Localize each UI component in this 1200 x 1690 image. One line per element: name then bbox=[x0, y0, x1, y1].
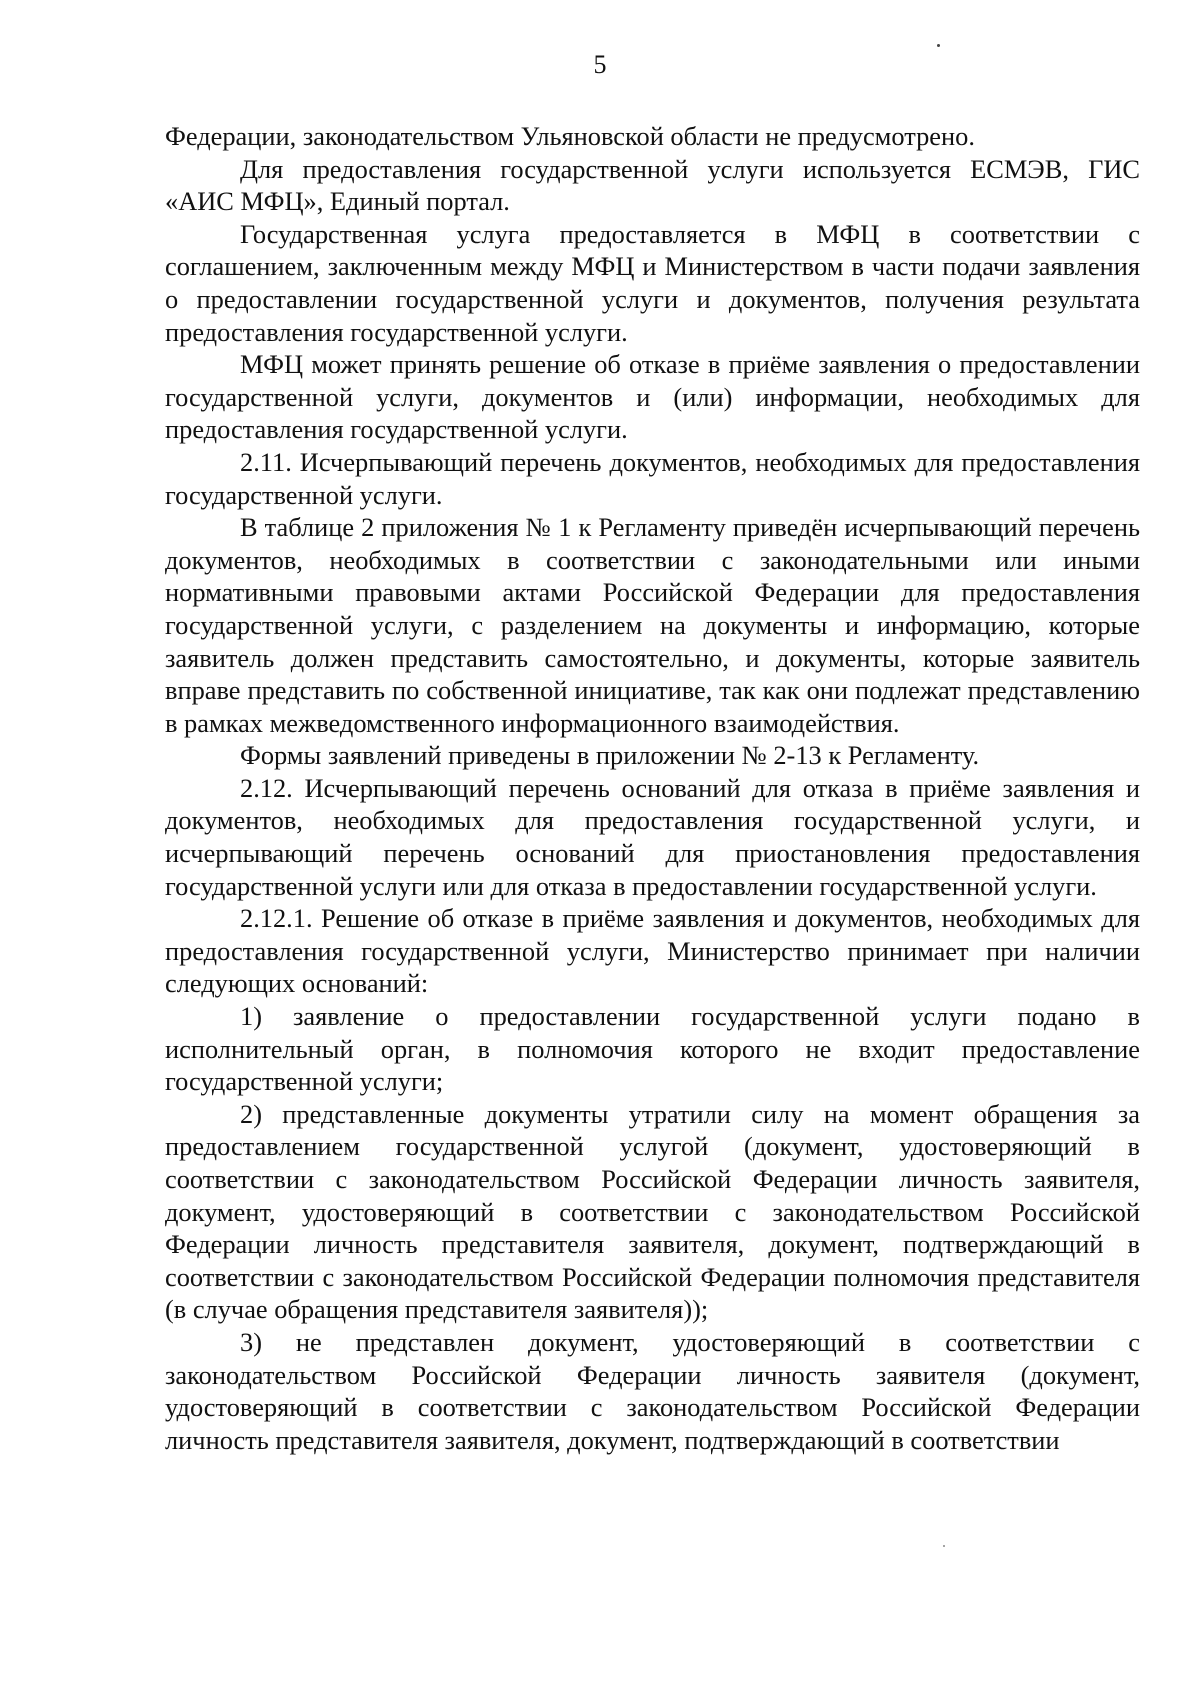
list-item-1: 1) заявление о предоставлении государственной услуги подано в исполнительный орган, в полномочия которого не входит предоставление государственной услуги; bbox=[165, 1001, 1140, 1097]
list-item-2: 2) представленные документы утратили силу на момент обращения за предоставлением государственной услугой (документ, удостоверяющий в соответствии с законодательством Российской Федерации личность заявителя, документ, удостоверяющий в соответствии с законодательством Российской Федерации личность представителя заявителя, документ, подтверждающий в соответствии с законодательством Российской Федерации полномочия представителя (в случае обращения представителя заявителя)); bbox=[165, 1098, 1140, 1325]
section-heading-2-11: 2.11. Исчерпывающий перечень документов, необходимых для предоставления государственной услуги. bbox=[165, 446, 1140, 510]
paragraph-systems-used: Для предоставления государственной услуги используется ЕСМЭВ, ГИС «АИС МФЦ», Единый портал. bbox=[165, 153, 1140, 217]
scan-speck bbox=[943, 1545, 945, 1547]
paragraph-documents-list: В таблице 2 приложения № 1 к Регламенту приведён исчерпывающий перечень документов, необходимых в соответствии с законодательными или иными нормативными правовыми актами Российской Федерации для предоставления государственной услуги, с разделением на документы и информацию, которые заявитель должен представить самостоятельно, и документы, которые заявитель вправе представить по собственной инициативе, так как они подлежат представлению в рамках межведомственного информационного взаимодействия. bbox=[165, 512, 1140, 738]
scan-speck bbox=[937, 44, 940, 47]
section-heading-2-12: 2.12. Исчерпывающий перечень оснований для отказа в приёме заявления и документов, необходимых для предоставления государственной услуги, и исчерпывающий перечень оснований для приостановления предоставления государственной услуги или для отказа в предоставлении государственной услуги. bbox=[165, 772, 1140, 901]
section-heading-2-12-1: 2.12.1. Решение об отказе в приёме заявления и документов, необходимых для предоставления государственной услуги, Министерство принимает при наличии следующих оснований: bbox=[165, 903, 1140, 999]
paragraph-continuation: Федерации, законодательством Ульяновской области не предусмотрено. bbox=[165, 121, 975, 151]
page-number: 5 bbox=[593, 50, 607, 79]
list-item-3: 3) не представлен документ, удостоверяющий в соответствии с законодательством Российской Федерации личность заявителя (документ, удостоверяющий в соответствии с законодательством Российской Федерации личность представителя заявителя, документ, подтверждающий в соответствии bbox=[165, 1326, 1140, 1455]
paragraph-mfc-agreement: Государственная услуга предоставляется в МФЦ в соответствии с соглашением, заключенным между МФЦ и Министерством в части подачи заявления о предоставлении государственной услуги и документов, получения результата предоставления государственной услуги. bbox=[165, 218, 1140, 347]
paragraph-mfc-refusal: МФЦ может принять решение об отказе в приёме заявления о предоставлении государственной услуги, документов и (или) информации, необходимых для предоставления государственной услуги. bbox=[165, 349, 1140, 445]
paragraph-application-forms: Формы заявлений приведены в приложении № 2-13 к Регламенту. bbox=[240, 740, 980, 771]
document-body bbox=[165, 120, 1140, 1456]
